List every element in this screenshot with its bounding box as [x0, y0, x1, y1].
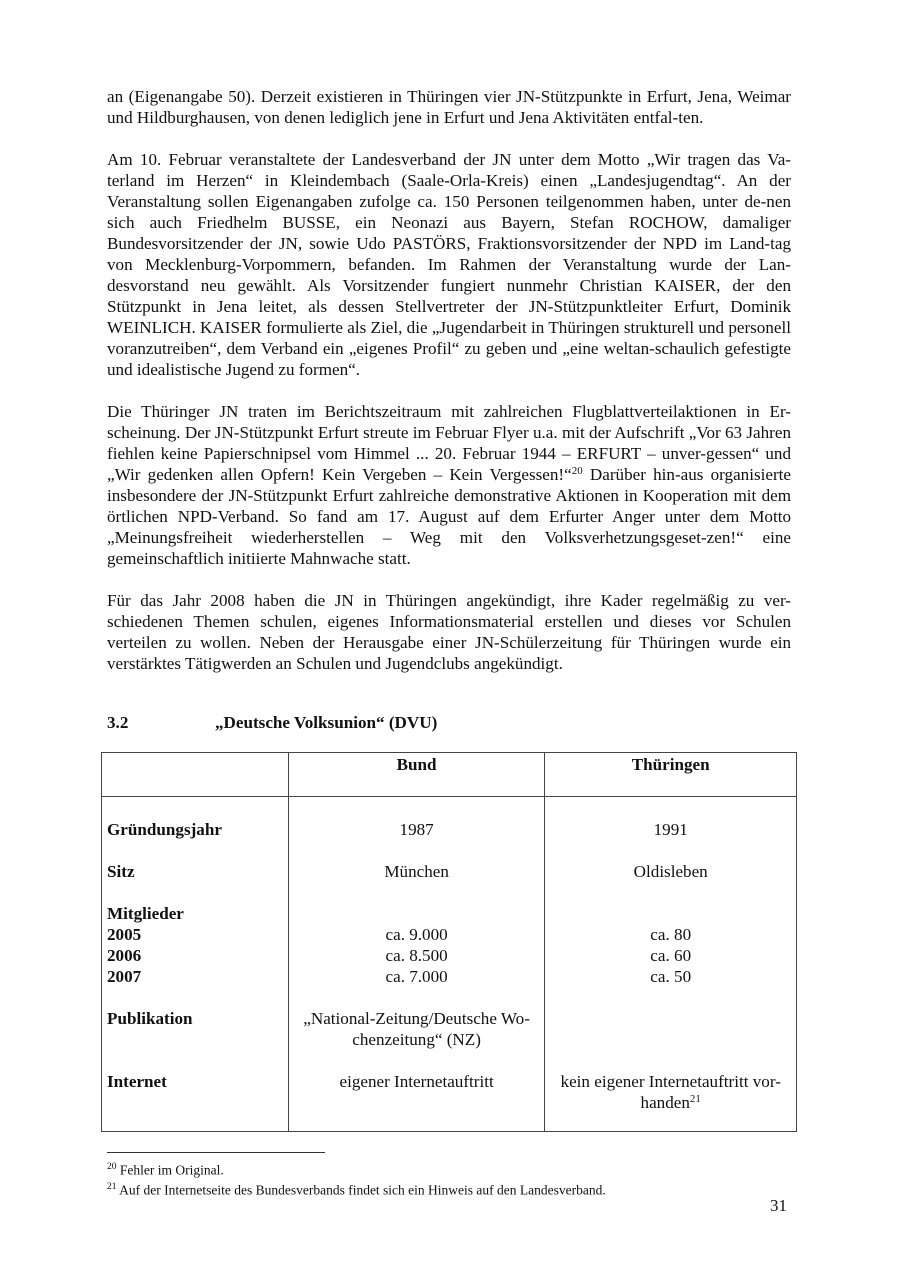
thueringen-members-2007: ca. 50 [650, 967, 692, 986]
bund-members-2007: ca. 7.000 [385, 967, 448, 986]
paragraph: an (Eigenangabe 50). Derzeit existieren in Thüringen vier JN-Stützpunkte in Erfurt, Jena, Weimar und Hildburghausen, von denen lediglich jene in Erfurt und Jena Aktivitäten entfal-ten. [107, 87, 791, 127]
page-number: 31 [770, 1196, 787, 1215]
footnote-text: Fehler im Original. [119, 1162, 224, 1178]
paragraph-text: Darüber hin-aus organisierte insbesondere der JN-Stützpunkt Erfurt zahlreiche demonstrative Aktionen in Kooperation mit dem örtlichen NPD-Verband. So fand am 17. August auf dem Erfurter Anger unter dem Motto „Meinungsfreiheit wiederherstellen – Weg mit den Volksverhetzungsgeset-zen!“ eine gemeinschaftlich initiierte Mahnwache statt. [107, 465, 791, 568]
row-label-publication: Publikation [107, 1009, 193, 1028]
bund-internet: eigener Internetauftritt [339, 1072, 494, 1091]
paragraph-with-footnote [107, 401, 791, 569]
dvu-table [101, 752, 797, 1132]
row-label-2005: 2005 [107, 925, 142, 944]
table-header-row [102, 753, 797, 797]
bund-publication: „National-Zeitung/Deutsche Wo-chenzeitung“ (NZ) [303, 1009, 530, 1049]
row-label-members: Mitglieder [107, 904, 184, 923]
bund-members-2006: ca. 8.500 [385, 946, 448, 965]
table-header-empty [102, 753, 289, 797]
thueringen-internet-text: kein eigener Internetauftritt vor-handen [560, 1072, 781, 1112]
paragraph: Für das Jahr 2008 haben die JN in Thüringen angekündigt, ihre Kader regelmäßig zu ver-schiedenen Themen schulen, eigenes Informationsmaterial erstellen und dieses vor Schulen verteilen zu wollen. Neben der Herausgabe einer JN-Schülerzeitung für Thüringen wurde ein verstärktes Tätigwerden an Schulen und Jugendclubs angekündigt. [107, 591, 791, 673]
bund-members-2005: ca. 9.000 [385, 925, 448, 944]
footnotes [107, 1159, 807, 1198]
section-title: „Deutsche Volksunion“ (DVU) [215, 713, 438, 732]
table-header-bund: Bund [288, 753, 545, 797]
footnote-number: 20 [107, 1162, 117, 1172]
thueringen-publication [545, 1008, 796, 1050]
thueringen-founded: 1991 [653, 820, 688, 839]
paragraph-text: Die Thüringer JN traten im Berichtszeitraum mit zahlreichen Flugblattverteilaktionen in Er-scheinung. Der JN-Stützpunkt Erfurt streute im Februar Flyer u.a. mit der Aufschrift „Vor 63 Jahren fiehlen keine Papierschnipsel vom Himmel ... 20. Februar 1944 – ERFURT – unver-gessen“ und „Wir gedenken allen Opfern! Kein Vergeben – Kein Vergessen!“ [107, 402, 791, 484]
thueringen-members-2006: ca. 60 [650, 946, 692, 965]
page-body [107, 86, 791, 695]
thueringen-internet [545, 1071, 796, 1113]
footnote-number: 21 [107, 1181, 117, 1192]
bund-founded: 1987 [399, 820, 434, 839]
footnote [107, 1179, 807, 1199]
footnote-text: Auf der Internetseite des Bundesverbands findet sich ein Hinweis auf den Landesverband. [119, 1182, 606, 1197]
paragraph: Am 10. Februar veranstaltete der Landesverband der JN unter dem Motto „Wir tragen das Va-terland im Herzen“ in Kleindembach (Saale-Orla-Kreis) einen „Landesjugendtag“. An der Veranstaltung sollen Eigenangaben zufolge ca. 150 Personen teilgenommen haben, unter de-nen sich auch Friedhelm BUSSE, ein Neonazi aus Bayern, Stefan ROCHOW, damaliger Bundesvorsitzender der JN, sowie Udo PASTÖRS, Fraktionsvorsitzender der NPD im Land-tag von Mecklenburg-Vorpommern, befanden. Im Rahmen der Veranstaltung wurde der Lan-desvorstand neu gewählt. Als Vorsitzender fungiert nunmehr Christian KAISER, der den Stützpunkt in Jena leitet, als dessen Stellvertreter der JN-Stützpunktleiter Erfurt, Dominik WEINLICH. KAISER formulierte als Ziel, die „Jugendarbeit in Thüringen strukturell und personell voranzutreiben“, dem Verband ein „eigenes Profil“ zu geben und „eine weltan-schaulich gefestigte und idealistische Jugend zu formen“. [107, 150, 791, 379]
table-header-thueringen: Thüringen [545, 753, 797, 797]
footnote [107, 1159, 807, 1179]
thueringen-seat: Oldisleben [633, 862, 708, 881]
bund-seat: München [384, 862, 449, 881]
row-label-2006: 2006 [107, 946, 142, 965]
row-label-2007: 2007 [107, 967, 142, 986]
row-label-seat: Sitz [107, 862, 135, 881]
label-column [102, 797, 289, 1132]
row-label-founded: Gründungsjahr [107, 820, 222, 839]
footnote-ref[interactable]: 20 [571, 465, 583, 477]
table-row [102, 797, 797, 1132]
thueringen-members-2005: ca. 80 [650, 925, 692, 944]
row-label-internet: Internet [107, 1072, 167, 1091]
section-number: 3.2 [107, 713, 129, 732]
section-heading [107, 712, 791, 733]
footnote-ref[interactable]: 21 [689, 1093, 701, 1105]
footnote-divider [107, 1152, 325, 1153]
bund-column [288, 797, 545, 1132]
thueringen-column [545, 797, 797, 1132]
